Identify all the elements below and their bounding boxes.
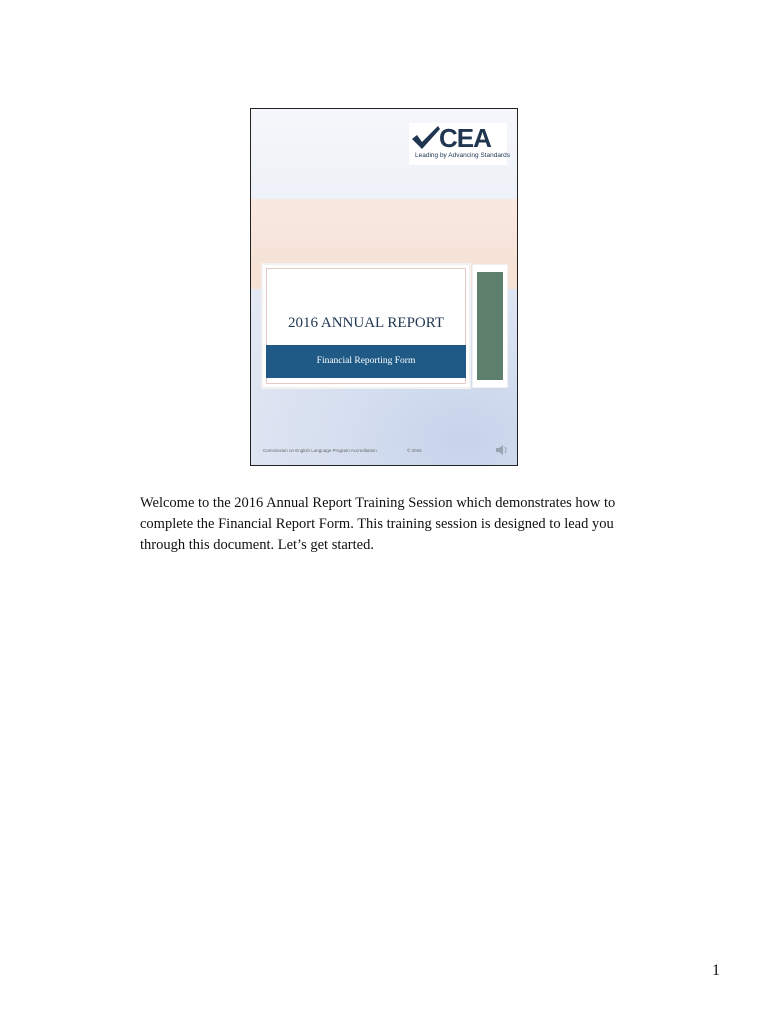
page-number: 1 [712,962,720,979]
cea-logo [409,123,511,165]
speaker-notes [140,493,640,556]
slide-footer-org: Commission on English Language Program Accreditation [263,448,377,453]
speaker-icon[interactable] [495,443,509,457]
slide-subtitle: Financial Reporting Form [266,345,466,378]
logo-tagline: Leading by Advancing Standards [415,152,511,159]
side-accent-block [477,272,503,380]
slide-title: 2016 ANNUAL REPORT [287,315,445,331]
logo-wordmark: CEA [439,123,491,153]
slide-thumbnail [250,108,518,466]
slide-footer-year: © 2016 [407,448,422,453]
notes-text: Welcome to the 2016 Annual Report Training Session which demonstrates how to complete the Financial Report Form. This training session is designed to lead you through this document. Let’s get started. [140,495,616,553]
title-card [263,265,469,387]
checkmark-logo-icon [411,125,441,151]
side-card [473,265,507,387]
